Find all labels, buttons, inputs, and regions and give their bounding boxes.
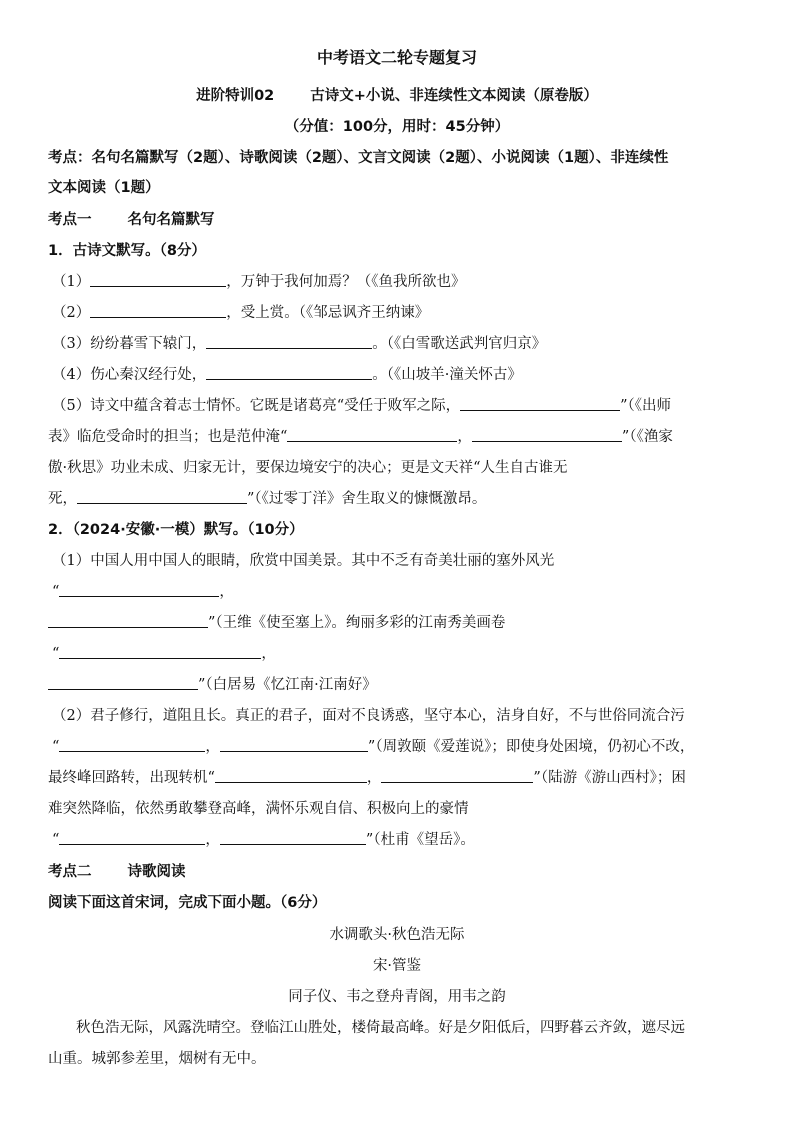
q1-item-5-line-1 bbox=[52, 396, 754, 416]
q2-part-1-line-5 bbox=[48, 675, 754, 695]
q1-item-3 bbox=[52, 334, 754, 354]
answer-blank[interactable] bbox=[206, 334, 372, 349]
item-text: ”（《出师 bbox=[620, 398, 672, 414]
answer-blank[interactable] bbox=[381, 768, 533, 783]
q2-part-2-line-2 bbox=[52, 737, 754, 757]
item-text: ”（《过零丁洋》舍生取义的慷慨激昂。 bbox=[247, 491, 487, 507]
poem-author: 宋·管鉴 bbox=[372, 958, 422, 974]
item-text: （5）诗文中蕴含着志士情怀。它既是诸葛亮“受任于败军之际， bbox=[52, 398, 461, 414]
q1-item-5-line-3: 傲·秋思》功业未成、归家无计，要保边境安宁的决心；更是文天祥“人生自古谁无 bbox=[48, 460, 568, 476]
item-text: ”（杜甫《望岳》。 bbox=[365, 832, 475, 848]
item-text: ，受上赏。（《邹忌讽齐王纳谏》 bbox=[226, 305, 430, 321]
item-text: ，万钟于我何加焉？（《鱼我所欲也》 bbox=[226, 274, 466, 290]
poem-body-line-1: 秋色浩无际，风露洗晴空。登临江山胜处，楼倚最高峰。好是夕阳低后，四野暮云齐敛，遮尽远 bbox=[76, 1020, 685, 1036]
answer-blank[interactable] bbox=[77, 489, 247, 504]
q1-item-2 bbox=[52, 303, 754, 323]
item-text: 最终峰回路转，出现转机“ bbox=[48, 770, 215, 786]
item-text: （4）伤心秦汉经行处， bbox=[52, 367, 207, 383]
item-text: ”（陆游《游山西村》；困 bbox=[533, 770, 686, 786]
item-text: ”（《渔家 bbox=[621, 429, 673, 445]
q1-item-4 bbox=[52, 365, 754, 385]
item-text: （3）纷纷暮雪下辕门， bbox=[52, 336, 207, 352]
item-text: ， bbox=[261, 646, 276, 662]
kaodian-line-1: 考点：名句名篇默写（2题）、诗歌阅读（2题）、文言文阅读（2题）、小说阅读（1题）、非连续性 bbox=[48, 150, 669, 166]
item-text: 死， bbox=[48, 491, 77, 507]
item-text: ， bbox=[205, 832, 220, 848]
answer-blank[interactable] bbox=[59, 737, 205, 752]
item-text: 表》临危受命时的担当；也是范仲淹“ bbox=[48, 429, 288, 445]
unit-label: 进阶特训02 bbox=[196, 88, 275, 104]
answer-blank[interactable] bbox=[215, 768, 367, 783]
answer-blank[interactable] bbox=[206, 365, 372, 380]
answer-blank[interactable] bbox=[59, 644, 261, 659]
item-text: “ bbox=[52, 739, 60, 755]
item-text: 。（《白雪歌送武判官归京》 bbox=[372, 336, 547, 352]
item-text: ”（周敦颐《爱莲说》；即使身处困境，仍初心不改， bbox=[367, 739, 695, 755]
q1-item-5-line-4 bbox=[48, 489, 754, 509]
item-text: ， bbox=[366, 770, 382, 786]
section-1-label: 考点一 bbox=[48, 212, 92, 228]
reading-instruction: 阅读下面这首宋词，完成下面小题。（6分） bbox=[48, 895, 327, 911]
q2-part-2-line-3 bbox=[48, 768, 754, 788]
answer-blank[interactable] bbox=[90, 303, 226, 318]
item-text: ， bbox=[219, 584, 234, 600]
q1-item-1 bbox=[52, 272, 754, 292]
question-1-title: 1．古诗文默写。（8分） bbox=[48, 243, 206, 259]
answer-blank[interactable] bbox=[220, 830, 366, 845]
section-2-label: 考点二 bbox=[48, 864, 92, 880]
topic-label: 古诗文+小说、非连续性文本阅读（原卷版） bbox=[310, 88, 598, 104]
answer-blank[interactable] bbox=[220, 737, 368, 752]
document-subtitle bbox=[0, 86, 794, 106]
section-1-heading bbox=[48, 210, 754, 230]
item-text: ”（白居易《忆江南·江南好》 bbox=[198, 677, 377, 693]
item-text: “ bbox=[52, 584, 60, 600]
q2-part-2-line-4: 难突然降临，依然勇敢攀登高峰，满怀乐观自信、积极向上的豪情 bbox=[48, 801, 469, 817]
poem-body-line-2: 山重。城郭参差里，烟树有无中。 bbox=[48, 1051, 266, 1067]
item-text: “ bbox=[52, 832, 60, 848]
item-text: 。（《山坡羊·潼关怀古》 bbox=[372, 367, 522, 383]
answer-blank[interactable] bbox=[48, 675, 198, 690]
document-title: 中考语文二轮专题复习 bbox=[316, 48, 477, 67]
q2-part-2-line-1: （2）君子修行，道阻且长。真正的君子，面对不良诱惑，坚守本心，洁身自好，不与世俗同流合污 bbox=[52, 708, 685, 724]
q2-part-1-line-4 bbox=[52, 644, 754, 664]
answer-blank[interactable] bbox=[460, 396, 620, 411]
kaodian-line-2: 文本阅读（1题） bbox=[48, 180, 160, 196]
answer-blank[interactable] bbox=[472, 427, 622, 442]
question-2-title: 2．（2024·安徽·一模）默写。（10分） bbox=[48, 522, 304, 538]
answer-blank[interactable] bbox=[287, 427, 457, 442]
q2-part-2-line-5 bbox=[52, 830, 754, 850]
q2-part-1-line-3 bbox=[48, 613, 754, 633]
section-2-name: 诗歌阅读 bbox=[127, 864, 186, 880]
item-text: “ bbox=[52, 646, 60, 662]
answer-blank[interactable] bbox=[90, 272, 226, 287]
item-number: （2） bbox=[52, 305, 91, 321]
section-2-heading bbox=[48, 862, 754, 882]
poem-title: 水调歌头·秋色浩无际 bbox=[329, 927, 465, 943]
q1-item-5-line-2 bbox=[48, 427, 754, 447]
item-text: ”（王维《使至塞上》。绚丽多彩的江南秀美画卷 bbox=[208, 615, 506, 631]
section-1-name: 名句名篇默写 bbox=[127, 212, 215, 228]
answer-blank[interactable] bbox=[59, 582, 219, 597]
answer-blank[interactable] bbox=[48, 613, 208, 628]
poem-preface: 同子仪、韦之登舟青阁，用韦之韵 bbox=[288, 989, 506, 1005]
q2-part-1-line-2 bbox=[52, 582, 754, 602]
item-number: （1） bbox=[52, 274, 91, 290]
answer-blank[interactable] bbox=[59, 830, 205, 845]
q2-part-1-line-1: （1）中国人用中国人的眼睛，欣赏中国美景。其中不乏有奇美壮丽的塞外风光 bbox=[52, 553, 555, 569]
item-text: ， bbox=[457, 429, 472, 445]
item-text: ， bbox=[205, 739, 220, 755]
score-time: （分值：100分，用时：45分钟） bbox=[284, 119, 510, 135]
